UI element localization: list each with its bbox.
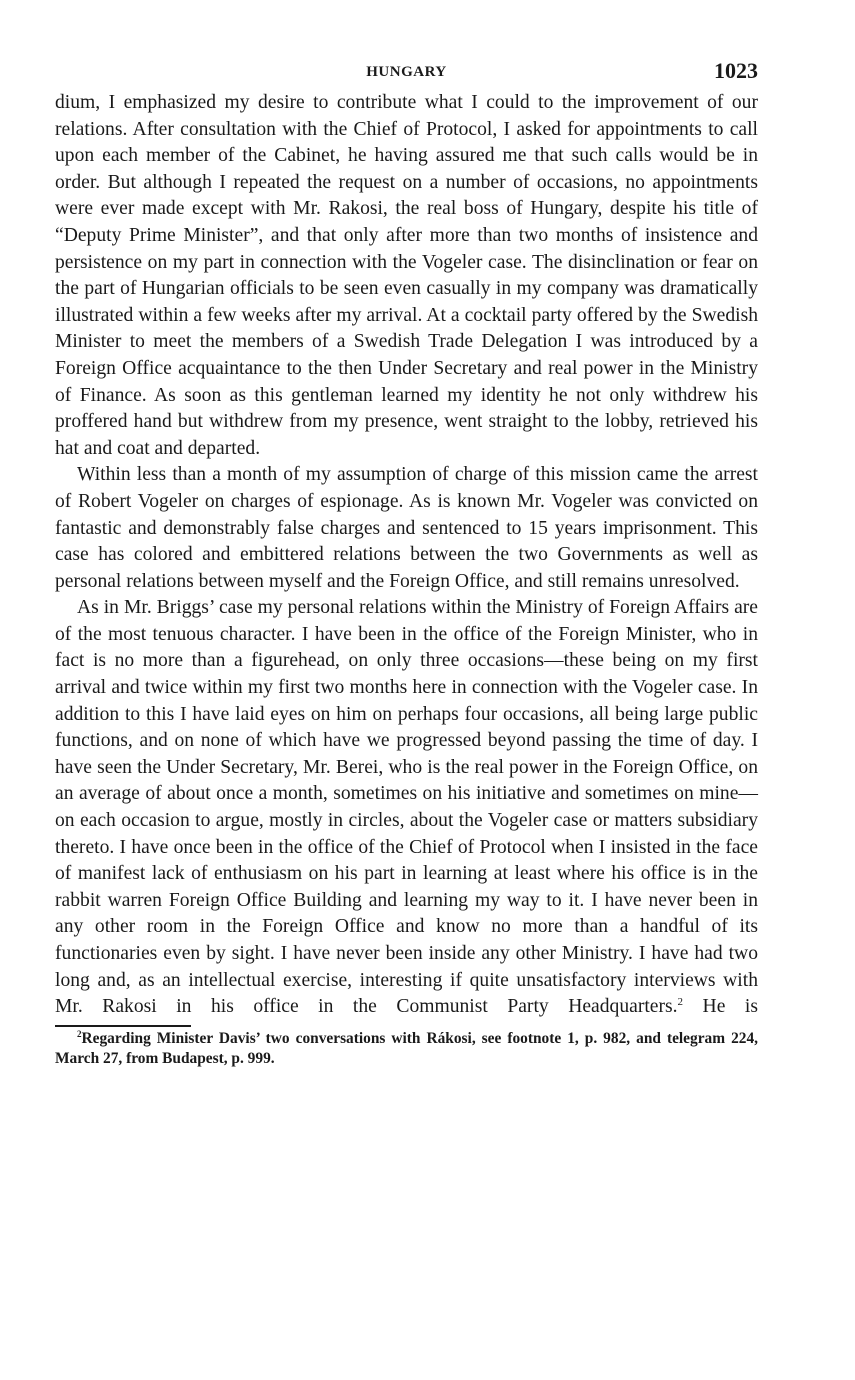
footnote-rule — [55, 1025, 191, 1027]
paragraph-3 — [55, 595, 758, 1021]
document-page — [55, 58, 758, 1069]
footnote-marker: 2 — [77, 1028, 82, 1039]
paragraph-2: Within less than a month of my assumption of charge of this mission came the arrest of Robert Vogeler on charges of espionage. As is known Mr. Vogeler was convicted on fantastic and demonstrably false charges and sentenced to 15 years imprisonment. This case has colored and embittered relations between the two Governments as well as personal relations between myself and the Foreign Office, and still remains unresolved. — [55, 464, 758, 592]
footnote-text: Regarding Minister Davis’ two conversations with Rákosi, see footnote 1, p. 982, and telegram 224, March 27, from Budapest, p. 999. — [55, 1029, 758, 1067]
footnote-reference: 2 — [677, 996, 684, 1009]
paragraph-1: dium, I emphasized my desire to contribute what I could to the improvement of our relations. After consultation with the Chief of Protocol, I asked for appointments to call upon each member of the Cabinet, he having assured me that such calls would be in order. But although I repeated the request on a number of occasions, no appointments were ever made except with Mr. Rakosi, the real boss of Hungary, despite his title of “Deputy Prime Minister”, and that only after more than two months of insistence and persistence on my part in connection with the Vogeler case. The disinclination or fear on the part of Hungarian officials to be seen even casually in my company was dramatically illustrated within a few weeks after my arrival. At a cocktail party offered by the Swedish Minister to meet the members of a Swedish Trade Delegation I was introduced by a Foreign Office acquaintance to the then Under Secretary and real power in the Ministry of Finance. As soon as this gentleman learned my identity he not only withdrew his proffered hand but withdrew from my presence, went straight to the lobby, retrieved his hat and coat and departed. — [55, 92, 758, 459]
paragraph-3-text: As in Mr. Briggs’ case my personal relations within the Ministry of Foreign Affairs are of the most tenuous character. I have been in the office of the Foreign Minister, who in fact is no more than a figurehead, on only three occasions—these being on my first arrival and twice within my first two months here in connection with the Vogeler case. In addition to this I have laid eyes on him on perhaps four occasions, all being large public functions, and on none of which have we progressed beyond passing the time of day. I have seen the Under Secretary, Mr. Berei, who is the real power in the Foreign Office, on an average of about once a month, sometimes on his initiative and sometimes on mine—on each occasion to argue, mostly in circles, about the Vogeler case or matters subsidiary thereto. I have once been in the office of the Chief of Protocol when I insisted in the face of manifest lack of enthusiasm on his part in learning at least where his office is in the rabbit warren Foreign Office Building and learning my way to it. I have never been in any other room in the Foreign Office and know no more than a handful of its functionaries even by sight. I have never been inside any other Ministry. I have had two long and, as an intellectual exercise, interesting if quite unsatisfactory interviews with Mr. Rakosi in his office in the Communist Party Headquarters. — [55, 597, 758, 1018]
paragraph-3-tail: He is — [683, 996, 758, 1018]
page-number: 1023 — [714, 58, 758, 83]
running-head — [55, 58, 758, 90]
footnote — [55, 1029, 758, 1069]
running-title: HUNGARY — [366, 64, 447, 80]
body-text — [55, 90, 758, 1021]
